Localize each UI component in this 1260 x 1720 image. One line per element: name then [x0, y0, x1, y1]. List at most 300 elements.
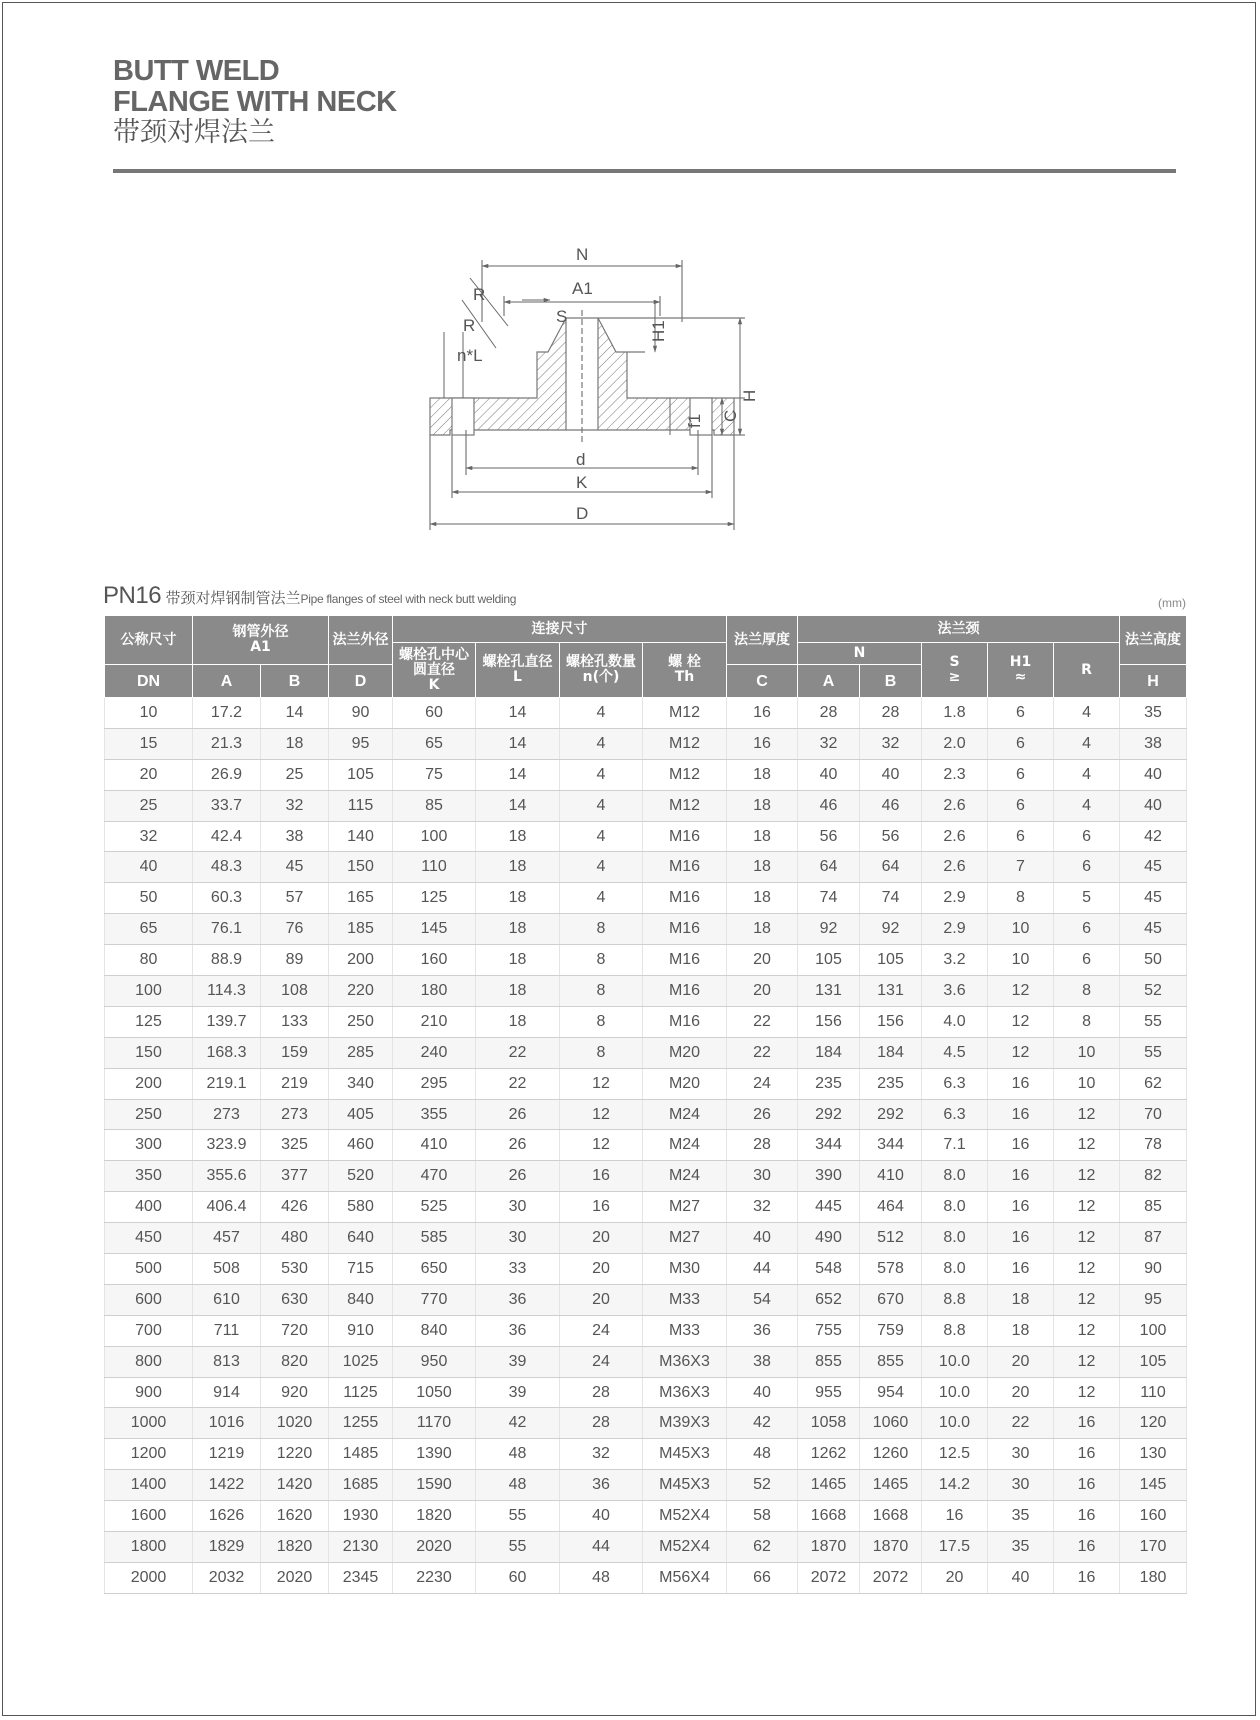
table-cell: 12 — [1054, 1223, 1120, 1254]
table-cell: 66 — [727, 1562, 798, 1593]
table-cell: 74 — [798, 883, 860, 914]
table-cell: 10.0 — [922, 1346, 988, 1377]
table-cell: 3.2 — [922, 945, 988, 976]
table-cell: 24 — [727, 1068, 798, 1099]
table-cell: 4 — [1054, 728, 1120, 759]
table-cell: 28 — [560, 1377, 643, 1408]
table-cell: 350 — [105, 1161, 193, 1192]
table-cell: 33.7 — [193, 790, 261, 821]
table-cell: 110 — [393, 852, 476, 883]
table-cell: 180 — [1120, 1562, 1187, 1593]
table-cell: 292 — [798, 1099, 860, 1130]
table-cell: 60 — [393, 698, 476, 729]
table-cell: 14 — [476, 728, 560, 759]
table-row — [105, 1408, 1187, 1439]
table-cell: 6 — [1054, 852, 1120, 883]
table-cell: 92 — [798, 914, 860, 945]
table-cell: 85 — [1120, 1192, 1187, 1223]
table-cell: 159 — [261, 1037, 329, 1068]
table-row — [105, 790, 1187, 821]
table-cell: 6 — [988, 759, 1054, 790]
th-neck-b: B — [860, 665, 922, 698]
th-height: 法兰高度 — [1120, 616, 1187, 665]
table-cell: 2345 — [329, 1562, 393, 1593]
th-d: D — [329, 665, 393, 698]
table-cell: 32 — [560, 1439, 643, 1470]
th-b: B — [261, 665, 329, 698]
table-cell: 18 — [476, 821, 560, 852]
table-row — [105, 1284, 1187, 1315]
label-N: N — [576, 245, 589, 264]
table-cell: 340 — [329, 1068, 393, 1099]
table-cell: 1668 — [798, 1501, 860, 1532]
table-cell: 10 — [1054, 1037, 1120, 1068]
table-cell: 30 — [988, 1470, 1054, 1501]
page-title-cn: 带颈对焊法兰 — [113, 117, 275, 148]
flange-diagram — [400, 230, 780, 550]
table-cell: 7 — [988, 852, 1054, 883]
table-cell: 139.7 — [193, 1006, 261, 1037]
table-cell: 8 — [1054, 976, 1120, 1007]
table-cell: 95 — [329, 728, 393, 759]
table-cell: M33 — [643, 1284, 727, 1315]
table-cell: 4 — [560, 852, 643, 883]
table-cell: 39 — [476, 1346, 560, 1377]
table-cell: 410 — [393, 1130, 476, 1161]
table-cell: 25 — [105, 790, 193, 821]
table-cell: 88.9 — [193, 945, 261, 976]
th-H1-label: H1 — [1009, 654, 1032, 670]
th-nominal: 公称尺寸 — [105, 616, 193, 665]
table-cell: 720 — [261, 1315, 329, 1346]
table-cell: 10 — [1054, 1068, 1120, 1099]
table-cell: 115 — [329, 790, 393, 821]
table-cell: M20 — [643, 1037, 727, 1068]
table-cell: 670 — [860, 1284, 922, 1315]
table-cell: 40 — [105, 852, 193, 883]
table-cell: 20 — [727, 945, 798, 976]
table-cell: 44 — [727, 1254, 798, 1285]
table-cell: 16 — [1054, 1470, 1120, 1501]
table-cell: 1870 — [860, 1532, 922, 1563]
table-cell: M56X4 — [643, 1562, 727, 1593]
table-cell: 12 — [1054, 1346, 1120, 1377]
table-cell: 160 — [1120, 1501, 1187, 1532]
table-cell: 1390 — [393, 1439, 476, 1470]
table-cell: 22 — [476, 1037, 560, 1068]
table-cell: 16 — [1054, 1532, 1120, 1563]
table-cell: 1800 — [105, 1532, 193, 1563]
table-row — [105, 1254, 1187, 1285]
table-cell: 759 — [860, 1315, 922, 1346]
table-row — [105, 1006, 1187, 1037]
table-cell: 16 — [988, 1161, 1054, 1192]
table-cell: M16 — [643, 914, 727, 945]
table-cell: M24 — [643, 1161, 727, 1192]
table-cell: 840 — [393, 1315, 476, 1346]
table-cell: 156 — [860, 1006, 922, 1037]
table-cell: 8.0 — [922, 1254, 988, 1285]
table-cell: 8.0 — [922, 1192, 988, 1223]
table-row — [105, 976, 1187, 1007]
table-cell: 20 — [988, 1346, 1054, 1377]
table-cell: 16 — [727, 698, 798, 729]
table-cell: 4.0 — [922, 1006, 988, 1037]
th-flange-od: 法兰外径 — [329, 616, 393, 665]
table-row — [105, 914, 1187, 945]
table-cell: 8.8 — [922, 1284, 988, 1315]
table-cell: 10 — [988, 945, 1054, 976]
table-row — [105, 1562, 1187, 1593]
table-row — [105, 1130, 1187, 1161]
table-cell: 48 — [476, 1470, 560, 1501]
table-cell: 6 — [988, 698, 1054, 729]
table-cell: 2000 — [105, 1562, 193, 1593]
table-cell: 48.3 — [193, 852, 261, 883]
table-cell: 457 — [193, 1223, 261, 1254]
table-cell: 40 — [860, 759, 922, 790]
table-cell: M27 — [643, 1223, 727, 1254]
table-cell: 18 — [476, 852, 560, 883]
label-H1: H1 — [649, 320, 668, 342]
table-cell: M16 — [643, 1006, 727, 1037]
table-cell: 8 — [988, 883, 1054, 914]
table-cell: 500 — [105, 1254, 193, 1285]
table-cell: 26 — [476, 1099, 560, 1130]
table-cell: 26 — [476, 1161, 560, 1192]
table-cell: 17.5 — [922, 1532, 988, 1563]
table-cell: 1422 — [193, 1470, 261, 1501]
table-cell: 48 — [727, 1439, 798, 1470]
table-cell: 18 — [727, 883, 798, 914]
table-cell: 18 — [476, 976, 560, 1007]
table-cell: 235 — [798, 1068, 860, 1099]
table-cell: 75 — [393, 759, 476, 790]
table-cell: 32 — [261, 790, 329, 821]
th-n-sym: n(个) — [582, 669, 620, 685]
table-cell: 12 — [988, 1006, 1054, 1037]
table-cell: 145 — [1120, 1470, 1187, 1501]
th-pipe-od-label: 钢管外径 — [232, 624, 289, 640]
table-cell: 40 — [1120, 790, 1187, 821]
table-row — [105, 1223, 1187, 1254]
table-cell: 55 — [476, 1501, 560, 1532]
table-cell: 512 — [860, 1223, 922, 1254]
th-n-label: 螺栓孔数量 — [566, 654, 636, 670]
table-cell: 44 — [560, 1532, 643, 1563]
table-cell: 131 — [798, 976, 860, 1007]
table-cell: 150 — [105, 1037, 193, 1068]
table-cell: 48 — [560, 1562, 643, 1593]
table-cell: 520 — [329, 1161, 393, 1192]
table-cell: 45 — [261, 852, 329, 883]
table-cell: 16 — [922, 1501, 988, 1532]
table-cell: 22 — [476, 1068, 560, 1099]
caption-cn: 带颈对焊钢制管法兰 — [165, 589, 301, 607]
table-cell: 1016 — [193, 1408, 261, 1439]
table-cell: 220 — [329, 976, 393, 1007]
table-cell: 78 — [1120, 1130, 1187, 1161]
th-th-sym: Th — [674, 669, 695, 685]
table-cell: 450 — [105, 1223, 193, 1254]
table-cell: M30 — [643, 1254, 727, 1285]
table-cell: 22 — [727, 1037, 798, 1068]
label-H: H — [740, 389, 759, 402]
table-cell: 12 — [988, 976, 1054, 1007]
th-H1 — [988, 643, 1054, 698]
table-cell: M33 — [643, 1315, 727, 1346]
table-cell: 48 — [476, 1439, 560, 1470]
table-cell: 12 — [988, 1037, 1054, 1068]
table-cell: 10.0 — [922, 1408, 988, 1439]
table-cell: 1262 — [798, 1439, 860, 1470]
table-cell: 4 — [560, 790, 643, 821]
table-cell: 30 — [476, 1223, 560, 1254]
table-cell: 1058 — [798, 1408, 860, 1439]
table-cell: 26 — [727, 1099, 798, 1130]
table-cell: 85 — [393, 790, 476, 821]
table-cell: 16 — [560, 1192, 643, 1223]
table-cell: 200 — [105, 1068, 193, 1099]
label-D: D — [576, 504, 589, 523]
table-cell: 180 — [393, 976, 476, 1007]
table-cell: 6 — [988, 790, 1054, 821]
table-cell: 344 — [798, 1130, 860, 1161]
table-cell: 1219 — [193, 1439, 261, 1470]
table-cell: 920 — [261, 1377, 329, 1408]
table-cell: 530 — [261, 1254, 329, 1285]
table-cell: 35 — [988, 1532, 1054, 1563]
table-row — [105, 1346, 1187, 1377]
table-cell: 45 — [1120, 883, 1187, 914]
table-cell: 22 — [988, 1408, 1054, 1439]
table-cell: 10 — [105, 698, 193, 729]
table-cell: 16 — [988, 1099, 1054, 1130]
table-cell: 90 — [329, 698, 393, 729]
table-cell: 910 — [329, 1315, 393, 1346]
table-cell: M24 — [643, 1130, 727, 1161]
table-cell: 2.0 — [922, 728, 988, 759]
table-cell: 1820 — [261, 1532, 329, 1563]
table-cell: 1829 — [193, 1532, 261, 1563]
th-S-sym: ≥ — [948, 669, 961, 685]
table-cell: 125 — [393, 883, 476, 914]
table-cell: 120 — [1120, 1408, 1187, 1439]
table-cell: 12.5 — [922, 1439, 988, 1470]
table-cell: 240 — [393, 1037, 476, 1068]
table-cell: 185 — [329, 914, 393, 945]
table-cell: 900 — [105, 1377, 193, 1408]
table-cell: 16 — [988, 1192, 1054, 1223]
table-cell: 8 — [560, 976, 643, 1007]
label-d: d — [576, 450, 586, 469]
table-cell: M16 — [643, 852, 727, 883]
table-cell: 400 — [105, 1192, 193, 1223]
table-cell: 295 — [393, 1068, 476, 1099]
table-cell: 1020 — [261, 1408, 329, 1439]
table-cell: 110 — [1120, 1377, 1187, 1408]
table-cell: 390 — [798, 1161, 860, 1192]
table-cell: 840 — [329, 1284, 393, 1315]
table-cell: M36X3 — [643, 1346, 727, 1377]
table-caption — [103, 582, 516, 610]
table-cell: 410 — [860, 1161, 922, 1192]
table-cell: 57 — [261, 883, 329, 914]
table-cell: 36 — [476, 1284, 560, 1315]
table-cell: 16 — [988, 1130, 1054, 1161]
table-cell: 5 — [1054, 883, 1120, 914]
table-cell: 40 — [1120, 759, 1187, 790]
table-row — [105, 852, 1187, 883]
table-cell: 508 — [193, 1254, 261, 1285]
table-cell: 50 — [105, 883, 193, 914]
table-cell: 36 — [560, 1470, 643, 1501]
table-cell: 2032 — [193, 1562, 261, 1593]
table-cell: 1000 — [105, 1408, 193, 1439]
table-row — [105, 1068, 1187, 1099]
table-cell: 700 — [105, 1315, 193, 1346]
table-cell: 16 — [1054, 1439, 1120, 1470]
table-cell: 14 — [476, 790, 560, 821]
table-cell: 16 — [1054, 1501, 1120, 1532]
table-cell: 2230 — [393, 1562, 476, 1593]
table-cell: M16 — [643, 821, 727, 852]
table-cell: 1620 — [261, 1501, 329, 1532]
table-cell: 250 — [105, 1099, 193, 1130]
th-c: C — [727, 665, 798, 698]
table-cell: 25 — [261, 759, 329, 790]
table-cell: 18 — [476, 883, 560, 914]
table-cell: 55 — [476, 1532, 560, 1563]
table-row — [105, 1501, 1187, 1532]
table-cell: 470 — [393, 1161, 476, 1192]
table-cell: 130 — [1120, 1439, 1187, 1470]
table-cell: 65 — [105, 914, 193, 945]
table-row — [105, 821, 1187, 852]
table-cell: 12 — [1054, 1192, 1120, 1223]
table-cell: 17.2 — [193, 698, 261, 729]
table-cell: 18 — [476, 1006, 560, 1037]
caption-pn: PN16 — [103, 582, 162, 609]
table-cell: 105 — [1120, 1346, 1187, 1377]
table-cell: 1465 — [860, 1470, 922, 1501]
table-row — [105, 1470, 1187, 1501]
table-cell: 30 — [476, 1192, 560, 1223]
table-cell: 15 — [105, 728, 193, 759]
table-cell: 32 — [798, 728, 860, 759]
table-cell: 18 — [476, 914, 560, 945]
table-cell: 610 — [193, 1284, 261, 1315]
label-A1: A1 — [572, 279, 593, 298]
table-cell: 40 — [727, 1377, 798, 1408]
table-cell: 480 — [261, 1223, 329, 1254]
table-cell: 87 — [1120, 1223, 1187, 1254]
th-h: H — [1120, 665, 1187, 698]
table-cell: 1485 — [329, 1439, 393, 1470]
table-cell: 26.9 — [193, 759, 261, 790]
table-cell: 1.8 — [922, 698, 988, 729]
table-cell: 525 — [393, 1192, 476, 1223]
table-cell: 35 — [1120, 698, 1187, 729]
table-cell: 16 — [988, 1254, 1054, 1285]
table-cell: M20 — [643, 1068, 727, 1099]
table-cell: 460 — [329, 1130, 393, 1161]
table-cell: 8 — [560, 945, 643, 976]
table-cell: 1820 — [393, 1501, 476, 1532]
table-cell: 1590 — [393, 1470, 476, 1501]
label-K: K — [576, 473, 588, 492]
table-cell: 32 — [727, 1192, 798, 1223]
table-cell: 855 — [860, 1346, 922, 1377]
table-cell: 1626 — [193, 1501, 261, 1532]
table-cell: 38 — [727, 1346, 798, 1377]
table-cell: 60 — [476, 1562, 560, 1593]
table-cell: 1685 — [329, 1470, 393, 1501]
table-cell: 630 — [261, 1284, 329, 1315]
table-cell: 8 — [1054, 1006, 1120, 1037]
flange-spec-table — [104, 615, 1187, 1594]
table-cell: 12 — [1054, 1284, 1120, 1315]
table-cell: 32 — [105, 821, 193, 852]
table-cell: 2130 — [329, 1532, 393, 1563]
table-cell: 8.0 — [922, 1223, 988, 1254]
table-cell: 6 — [1054, 821, 1120, 852]
table-cell: 92 — [860, 914, 922, 945]
table-cell: 8 — [560, 914, 643, 945]
th-k-sym: K — [428, 676, 440, 693]
table-cell: 1600 — [105, 1501, 193, 1532]
table-cell: 30 — [988, 1439, 1054, 1470]
table-cell: 344 — [860, 1130, 922, 1161]
table-cell: 914 — [193, 1377, 261, 1408]
table-cell: 16 — [727, 728, 798, 759]
table-cell: 200 — [329, 945, 393, 976]
th-pipe-od — [193, 616, 329, 665]
th-a: A — [193, 665, 261, 698]
table-cell: 2072 — [860, 1562, 922, 1593]
table-cell: 100 — [1120, 1315, 1187, 1346]
table-cell: 6 — [1054, 945, 1120, 976]
unit-label: (mm) — [1158, 596, 1186, 610]
table-cell: 55 — [1120, 1037, 1187, 1068]
table-cell: 20 — [560, 1223, 643, 1254]
th-k-label: 螺栓孔中心圆直径 — [399, 646, 469, 678]
table-cell: M36X3 — [643, 1377, 727, 1408]
table-cell: 46 — [860, 790, 922, 821]
th-pipe-od-sub: A1 — [250, 639, 271, 655]
table-cell: 105 — [329, 759, 393, 790]
title-line-1: BUTT WELD — [113, 55, 280, 87]
table-cell: 131 — [860, 976, 922, 1007]
table-cell: 14 — [476, 759, 560, 790]
table-cell: 70 — [1120, 1099, 1187, 1130]
table-cell: 323.9 — [193, 1130, 261, 1161]
table-cell: 56 — [798, 821, 860, 852]
table-cell: 800 — [105, 1346, 193, 1377]
table-cell: 954 — [860, 1377, 922, 1408]
table-cell: 8 — [560, 1037, 643, 1068]
table-cell: 40 — [798, 759, 860, 790]
table-cell: 12 — [1054, 1315, 1120, 1346]
table-cell: 74 — [860, 883, 922, 914]
table-cell: 55 — [1120, 1006, 1187, 1037]
th-n — [560, 643, 643, 698]
table-row — [105, 759, 1187, 790]
table-cell: 35 — [988, 1501, 1054, 1532]
table-cell: 18 — [727, 914, 798, 945]
table-cell: 26 — [476, 1130, 560, 1161]
table-cell: 2.9 — [922, 883, 988, 914]
